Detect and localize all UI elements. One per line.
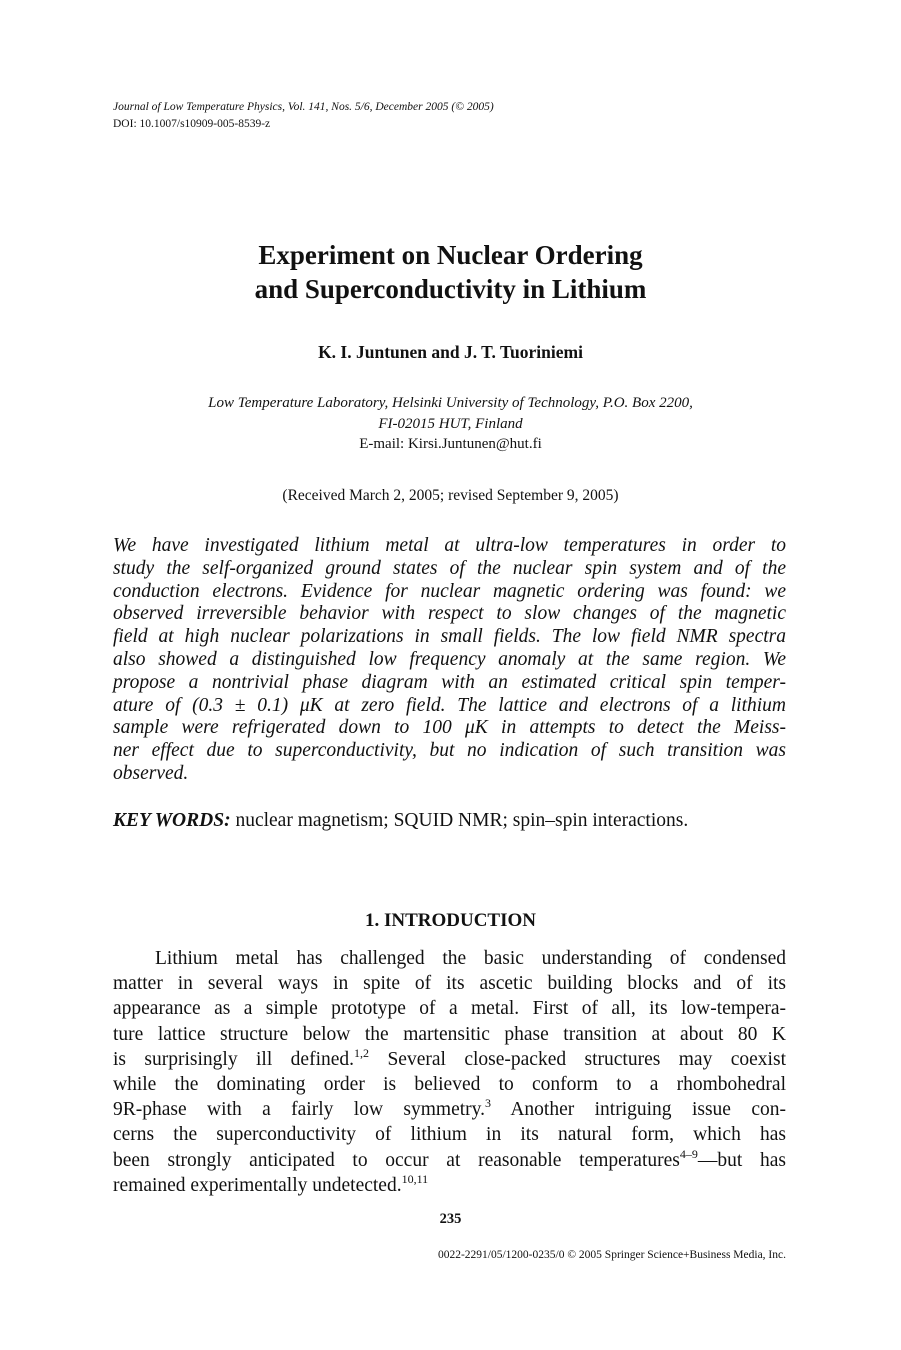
page-number: 235 bbox=[439, 1211, 462, 1227]
title-line: and Superconductivity in Lithium bbox=[254, 274, 647, 304]
email: E-mail: Kirsi.Juntunen@hut.fi bbox=[359, 436, 542, 452]
body-text: is surprisingly ill defined. bbox=[113, 1048, 355, 1070]
affiliation-line: Low Temperature Laboratory, Helsinki University of Technology, P.O. Box 2200, bbox=[208, 395, 693, 411]
abstract-line: study the self-organized ground states of the nuclear spin system and of the bbox=[113, 557, 786, 579]
copyright-footer: 0022-2291/05/1200-0235/0 © 2005 Springer Science+Business Media, Inc. bbox=[437, 1249, 786, 1261]
body-line bbox=[113, 1047, 786, 1072]
abstract-line: field at high nuclear polarizations in small fields. The low field NMR spectra bbox=[113, 626, 786, 648]
section-heading: 1. INTRODUCTION bbox=[364, 910, 537, 931]
keywords-label: KEY WORDS: bbox=[113, 810, 231, 831]
body-line: appearance as a simple prototype of a metal. First of all, its low-tempera- bbox=[113, 998, 786, 1020]
abstract-line: ature of (0.3 ± 0.1) μK at zero field. The lattice and electrons of a lithium bbox=[113, 694, 786, 716]
introduction-text bbox=[113, 946, 786, 1198]
body-line: Lithium metal has challenged the basic understanding of condensed bbox=[155, 948, 786, 969]
journal-header bbox=[113, 99, 494, 133]
abstract-line: We have investigated lithium metal at ultra-low temperatures in order to bbox=[113, 535, 786, 556]
keywords bbox=[113, 810, 688, 832]
abstract-line: observed. bbox=[113, 762, 189, 784]
body-line bbox=[113, 1097, 786, 1122]
received-dates: (Received March 2, 2005; revised September 9, 2005) bbox=[282, 487, 619, 504]
body-text: Another intriguing issue con- bbox=[491, 1099, 786, 1121]
doi: DOI: 10.1007/s10909-005-8539-z bbox=[113, 118, 271, 130]
citation-ref: 10,11 bbox=[401, 1171, 429, 1186]
paper-title bbox=[0, 238, 901, 306]
body-line bbox=[113, 1173, 786, 1198]
body-text: Several close-packed structures may coexist bbox=[369, 1048, 786, 1070]
body-line: matter in several ways in spite of its ascetic building blocks and of its bbox=[113, 973, 786, 995]
citation-ref: 3 bbox=[485, 1096, 492, 1111]
authors: K. I. Juntunen and J. T. Tuoriniemi bbox=[318, 342, 583, 362]
citation-ref: 4–9 bbox=[679, 1146, 698, 1161]
journal-citation: Journal of Low Temperature Physics, Vol. 141, Nos. 5/6, December 2005 (© 2005) bbox=[113, 101, 494, 113]
body-line: ture lattice structure below the martensitic phase transition at about 80 K bbox=[113, 1023, 786, 1045]
abstract-line: propose a nontrivial phase diagram with an estimated critical spin temper- bbox=[113, 671, 786, 693]
keywords-text: nuclear magnetism; SQUID NMR; spin–spin interactions. bbox=[235, 810, 689, 831]
body-line: while the dominating order is believed to conform to a rhombohedral bbox=[113, 1074, 786, 1096]
abstract-line: observed irreversible behavior with respect to slow changes of the magnetic bbox=[113, 603, 786, 625]
affiliation-line: FI-02015 HUT, Finland bbox=[378, 415, 523, 432]
body-text: —but has bbox=[697, 1149, 786, 1171]
citation-ref: 1,2 bbox=[354, 1045, 370, 1060]
body-text: been strongly anticipated to occur at reasonable temperatures bbox=[113, 1149, 680, 1171]
abstract-line: ner effect due to superconductivity, but no indication of such transition was bbox=[113, 740, 786, 762]
title-line: Experiment on Nuclear Ordering bbox=[258, 240, 643, 270]
body-text: remained experimentally undetected. bbox=[113, 1174, 402, 1196]
abstract-line: conduction electrons. Evidence for nuclear magnetic ordering was found: we bbox=[113, 580, 786, 602]
body-line bbox=[113, 1148, 786, 1173]
affiliation bbox=[0, 393, 901, 455]
abstract bbox=[113, 535, 786, 786]
body-line: cerns the superconductivity of lithium in its natural form, which has bbox=[113, 1124, 786, 1146]
body-text: 9R-phase with a fairly low symmetry. bbox=[113, 1099, 486, 1121]
abstract-line: sample were refrigerated down to 100 μK in attempts to detect the Meiss- bbox=[113, 717, 786, 739]
abstract-line: also showed a distinguished low frequency anomaly at the same region. We bbox=[113, 648, 786, 670]
